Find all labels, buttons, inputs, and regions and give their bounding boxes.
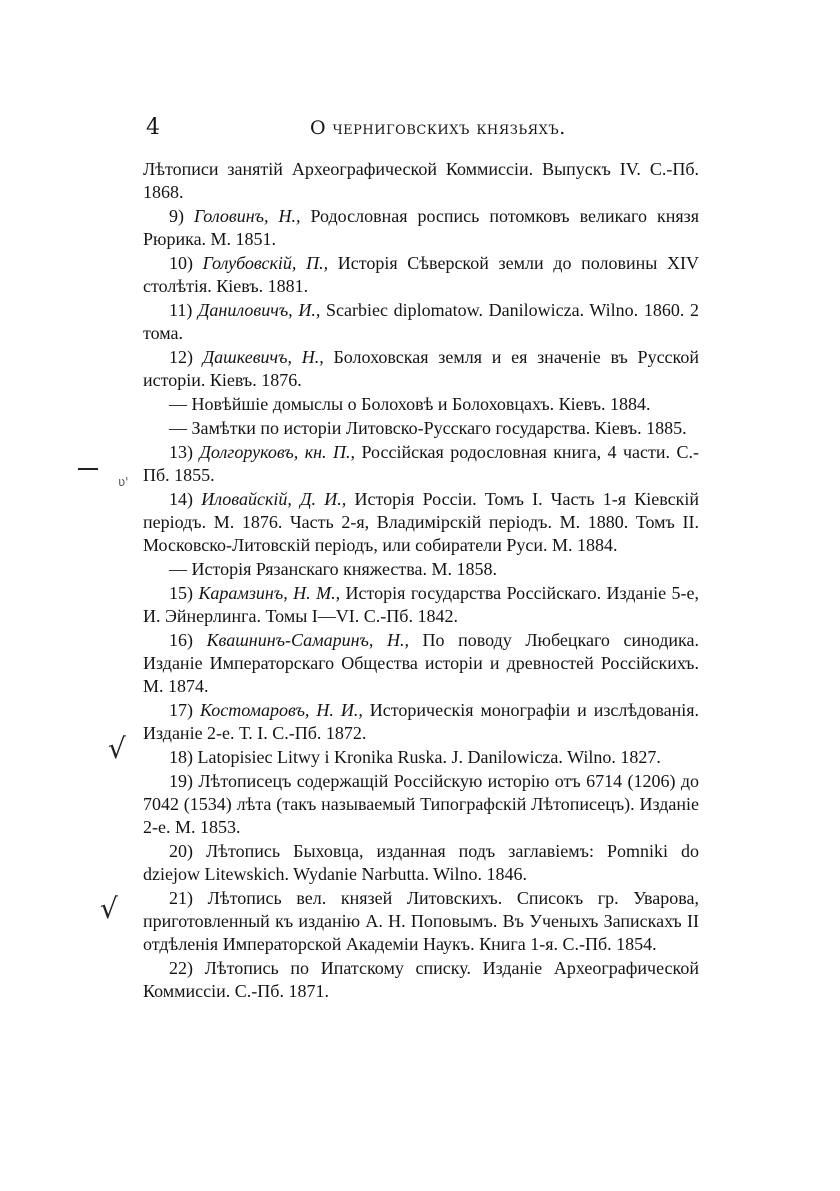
entry-text: — Исторія Рязанскаго княжества. М. 1858. (169, 559, 498, 579)
entry-number: 11) (169, 300, 198, 320)
entry-number: 17) (169, 700, 200, 720)
entry-title: Россійская родословная книга, 4 части. С.-Пб. 1855. (143, 442, 699, 485)
bibliography-entry (143, 629, 699, 698)
bibliography-entry (143, 488, 699, 557)
margin-checkmark: √ (100, 892, 118, 925)
bibliography-entry (143, 957, 699, 1003)
entry-number: 14) (169, 489, 202, 509)
entry-number: 15) (169, 583, 199, 603)
entry-title: Историческія монографіи и изслѣдованія. Изданіе 2-е. Т. I. С.-Пб. 1872. (143, 700, 700, 743)
running-head: О черниговскихъ князьяхъ. (310, 117, 566, 139)
entry-number: 12) (169, 347, 203, 367)
bibliography-entry (143, 205, 699, 251)
bibliography-entry (143, 252, 699, 298)
entry-text: 22) Лѣтопись по Ипатскому списку. Изданіе Археографической Коммиссіи. С.-Пб. 1871. (143, 958, 699, 1001)
entry-number: 9) (169, 206, 194, 226)
entry-number: 10) (169, 253, 203, 273)
entry-title: Исторія государства Россійскаго. Изданіе 5-е, И. Эйнерлинга. Томы I—VI. С.-Пб. 1842. (143, 583, 700, 626)
bibliography-entry (143, 582, 699, 628)
entry-text: Лѣтописи занятій Археографической Коммиссіи. Выпускъ IV. С.-Пб. 1868. (143, 159, 699, 202)
bibliography-entry (143, 699, 699, 745)
entry-author: Дашкевичъ, Н., (202, 347, 324, 367)
bibliography-entry (143, 840, 699, 886)
entry-title: Родословная роспись потомковъ великаго князя Рюрика. М. 1851. (143, 206, 699, 249)
margin-checkmark: √ (108, 732, 126, 765)
entry-text: 18) Latopisiec Litwy i Kronika Ruska. J. Danilowicza. Wilno. 1827. (169, 747, 661, 767)
entry-title: Исторія Сѣверской земли до половины XIV столѣтія. Кіевъ. 1881. (143, 253, 699, 296)
entry-title: Scarbiec diplomatow. Danilowicza. Wilno. 1860. 2 тома. (143, 300, 699, 343)
entry-author: Карамзинъ, Н. М., (198, 583, 341, 603)
bibliography-entry (143, 558, 699, 581)
entry-text: 19) Лѣтописецъ содержащій Россійскую исторію отъ 6714 (1206) до 7042 (1534) лѣта (такъ называемый Типографскій Лѣтописецъ). Изданіе 2-е. М. 1853. (143, 771, 699, 837)
bibliography-entry (143, 346, 699, 392)
entry-title: Болоховская земля и ея значеніе въ Русской исторіи. Кіевъ. 1876. (143, 347, 700, 390)
bibliography-entry (143, 746, 699, 769)
page-number: 4 (146, 115, 160, 140)
entry-author: Костомаровъ, Н. И., (199, 700, 363, 720)
entry-author: Головинъ, Н., (193, 206, 301, 226)
entry-text: 20) Лѣтопись Быховца, изданная подъ заглавіемъ: Pomniki do dziejow Litewskich. Wydanie Narbutta. Wilno. 1846. (143, 841, 699, 884)
bibliography-entry (143, 887, 699, 956)
bibliography-entry (143, 299, 699, 345)
entry-text: 21) Лѣтопись вел. князей Литовскихъ. Списокъ гр. Уварова, приготовленный къ изданію А. Н. Поповымъ. Въ Ученыхъ Запискахъ II отдѣленія Императорской Академіи Наукъ. Книга 1-я. С.-Пб. 1854. (143, 888, 699, 954)
entry-text: — Новѣйшіе домыслы о Болоховѣ и Болоховцахъ. Кіевъ. 1884. (169, 394, 651, 414)
entry-author: Голубовскій, П., (202, 253, 329, 273)
margin-small-mark: ʋ' (118, 475, 129, 489)
entry-author: Долгоруковъ, кн. П., (199, 442, 355, 462)
entry-title: По поводу Любецкаго синодика. Изданіе Императорскаго Общества исторіи и древностей Россійскихъ. М. 1874. (143, 630, 699, 696)
entry-text: — Замѣтки по исторіи Литовско-Русскаго государства. Кіевъ. 1885. (169, 418, 687, 438)
bibliography-entry (143, 441, 699, 487)
bibliography-entry (143, 158, 699, 204)
entry-number: 16) (169, 630, 207, 650)
bibliography-entry (143, 417, 699, 440)
bibliography-entry (143, 770, 699, 839)
entry-author: Квашнинъ-Самаринъ, Н., (206, 630, 409, 650)
margin-dash-mark (78, 468, 98, 470)
bibliography-list (143, 158, 699, 1004)
entry-title: Исторія Россіи. Томъ I. Часть 1-я Кіевскій періодъ. М. 1876. Часть 2-я, Владимірскій періодъ. М. 1880. Томъ II. Московско-Литовскій періодъ, или собиратели Руси. М. 1884. (143, 489, 699, 555)
entry-author: Иловайскій, Д. И., (201, 489, 347, 509)
entry-author: Даниловичъ, И., (197, 300, 321, 320)
bibliography-entry (143, 393, 699, 416)
page-header (140, 115, 700, 145)
entry-number: 13) (169, 442, 200, 462)
